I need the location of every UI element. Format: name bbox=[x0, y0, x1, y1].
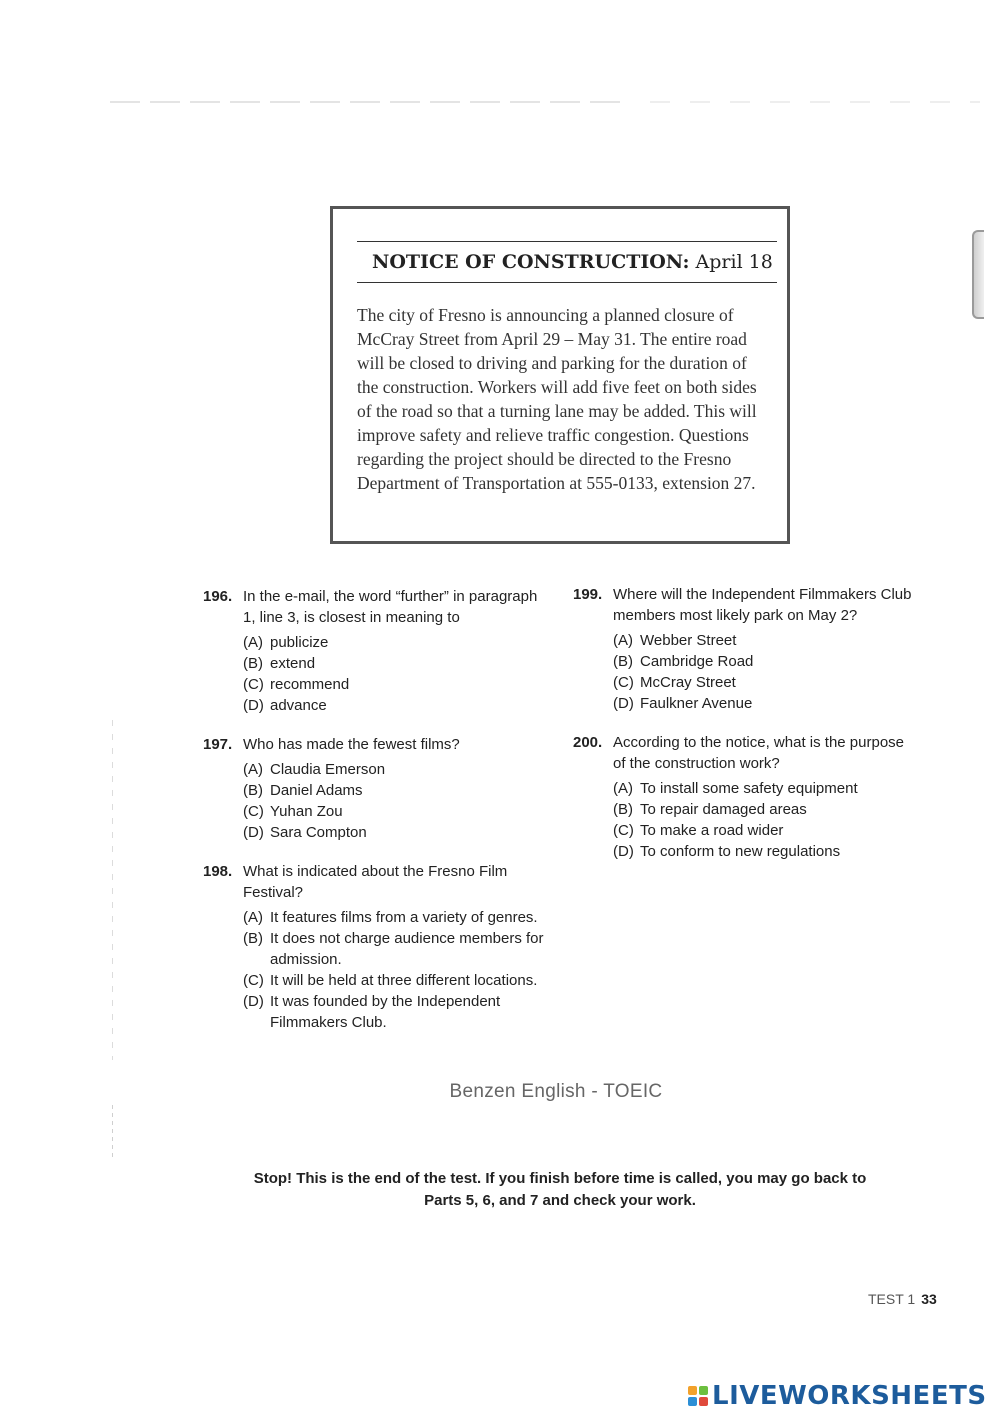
answer-options bbox=[243, 759, 550, 843]
option-text: It will be held at three different locations. bbox=[270, 972, 538, 989]
option-text: To conform to new regulations bbox=[640, 843, 841, 860]
liveworksheets-wordmark: LIVEWORKSHEETS bbox=[712, 1381, 987, 1411]
margin-mark bbox=[112, 720, 113, 1060]
option-letter: (B) bbox=[243, 782, 263, 799]
question-199 bbox=[573, 584, 923, 714]
option-text: advance bbox=[270, 697, 327, 714]
page-number: 33 bbox=[921, 1291, 937, 1307]
answer-options bbox=[243, 632, 550, 716]
answer-option[interactable] bbox=[243, 674, 550, 695]
option-text: recommend bbox=[270, 676, 350, 693]
question-196 bbox=[203, 586, 550, 716]
end-of-test-message: Stop! This is the end of the test. If you finish before time is called, you may go back to Parts 5, 6, and 7 and check your work. bbox=[253, 1170, 867, 1209]
option-letter: (D) bbox=[243, 697, 264, 714]
question-stem: In the e-mail, the word “further” in paragraph 1, line 3, is closest in meaning to bbox=[243, 588, 538, 626]
option-text: Cambridge Road bbox=[640, 653, 754, 670]
option-text: It features films from a variety of genres. bbox=[270, 909, 538, 926]
option-letter: (D) bbox=[613, 695, 634, 712]
option-letter: (B) bbox=[613, 801, 633, 818]
option-letter: (D) bbox=[613, 843, 634, 860]
answer-option[interactable] bbox=[243, 632, 550, 653]
answer-option[interactable] bbox=[243, 928, 550, 970]
option-letter: (D) bbox=[243, 824, 264, 841]
option-text: extend bbox=[270, 655, 316, 672]
option-letter: (C) bbox=[243, 676, 264, 693]
option-text: publicize bbox=[270, 634, 329, 651]
scan-artifact-line bbox=[110, 101, 630, 103]
option-text: Faulkner Avenue bbox=[640, 695, 753, 712]
notice-heading bbox=[357, 241, 777, 283]
option-letter: (C) bbox=[613, 674, 634, 691]
answer-option[interactable] bbox=[243, 759, 550, 780]
option-letter: (A) bbox=[243, 761, 263, 778]
question-number: 199. bbox=[573, 586, 603, 603]
answer-option[interactable] bbox=[613, 693, 923, 714]
question-stem: Where will the Independent Filmmakers Club members most likely park on May 2? bbox=[613, 586, 912, 624]
option-letter: (A) bbox=[243, 909, 263, 926]
answer-options bbox=[613, 630, 923, 714]
option-letter: (A) bbox=[613, 780, 633, 797]
construction-notice-box bbox=[330, 206, 790, 544]
scan-artifact-line bbox=[650, 101, 980, 103]
option-text: To install some safety equipment bbox=[640, 780, 858, 797]
option-letter: (C) bbox=[243, 972, 264, 989]
option-letter: (C) bbox=[613, 822, 634, 839]
answer-option[interactable] bbox=[243, 653, 550, 674]
answer-option[interactable] bbox=[613, 630, 923, 651]
answer-option[interactable] bbox=[613, 651, 923, 672]
answer-option[interactable] bbox=[243, 822, 550, 843]
answer-option[interactable] bbox=[243, 991, 550, 1033]
option-letter: (A) bbox=[613, 632, 633, 649]
question-number: 198. bbox=[203, 863, 233, 880]
question-197 bbox=[203, 734, 550, 843]
option-letter: (B) bbox=[243, 930, 263, 947]
liveworksheets-branding[interactable] bbox=[688, 1381, 987, 1411]
question-number: 200. bbox=[573, 734, 603, 751]
logo-tile bbox=[699, 1397, 708, 1406]
question-198 bbox=[203, 861, 550, 1033]
answer-option[interactable] bbox=[243, 695, 550, 716]
question-200 bbox=[573, 732, 920, 862]
question-number: 197. bbox=[203, 736, 233, 753]
answer-options bbox=[243, 907, 550, 1033]
publisher-watermark: Benzen English - TOEIC bbox=[449, 1081, 663, 1102]
option-text: Webber Street bbox=[640, 632, 737, 649]
notice-title: NOTICE OF CONSTRUCTION: bbox=[372, 251, 690, 273]
page-footer bbox=[868, 1291, 937, 1307]
test-label: TEST 1 bbox=[868, 1291, 916, 1307]
answer-options bbox=[613, 778, 920, 862]
question-number: 196. bbox=[203, 588, 233, 605]
option-text: To make a road wider bbox=[640, 822, 784, 839]
notice-body: The city of Fresno is announcing a planned closure of McCray Street from April 29 – May 31. The entire road will be closed to driving and parking for the duration of the construction. Workers will add five feet on both sides of the road so that a turning lane may be added. This will improve safety and relieve traffic congestion. Questions regarding the project should be directed to the Fresno Department of Transportation at 555-0133, extension 27. bbox=[357, 305, 757, 493]
answer-option[interactable] bbox=[613, 778, 920, 799]
answer-option[interactable] bbox=[243, 907, 550, 928]
option-text: It does not charge audience members for admission. bbox=[270, 930, 544, 968]
option-letter: (B) bbox=[243, 655, 263, 672]
option-text: To repair damaged areas bbox=[640, 801, 807, 818]
answer-option[interactable] bbox=[613, 799, 920, 820]
notice-date: April 18 bbox=[689, 251, 773, 273]
answer-option[interactable] bbox=[613, 841, 920, 862]
option-letter: (B) bbox=[613, 653, 633, 670]
logo-tile bbox=[688, 1386, 697, 1395]
answer-option[interactable] bbox=[243, 780, 550, 801]
question-stem: What is indicated about the Fresno Film Festival? bbox=[243, 863, 508, 901]
answer-option[interactable] bbox=[243, 970, 550, 991]
option-letter: (C) bbox=[243, 803, 264, 820]
question-stem: According to the notice, what is the purpose of the construction work? bbox=[613, 734, 905, 772]
option-text: Yuhan Zou bbox=[270, 803, 343, 820]
option-letter: (D) bbox=[243, 993, 264, 1010]
logo-tile bbox=[699, 1386, 708, 1395]
option-text: Sara Compton bbox=[270, 824, 367, 841]
answer-option[interactable] bbox=[613, 672, 923, 693]
liveworksheets-logo-icon bbox=[688, 1386, 708, 1406]
page-edge-tab bbox=[972, 230, 984, 319]
answer-option[interactable] bbox=[613, 820, 920, 841]
answer-option[interactable] bbox=[243, 801, 550, 822]
option-text: McCray Street bbox=[640, 674, 736, 691]
margin-mark bbox=[112, 1105, 113, 1160]
question-stem: Who has made the fewest films? bbox=[243, 736, 460, 753]
logo-tile bbox=[688, 1397, 697, 1406]
option-text: Claudia Emerson bbox=[270, 761, 386, 778]
option-letter: (A) bbox=[243, 634, 263, 651]
option-text: Daniel Adams bbox=[270, 782, 363, 799]
option-text: It was founded by the Independent Filmmakers Club. bbox=[270, 993, 501, 1031]
